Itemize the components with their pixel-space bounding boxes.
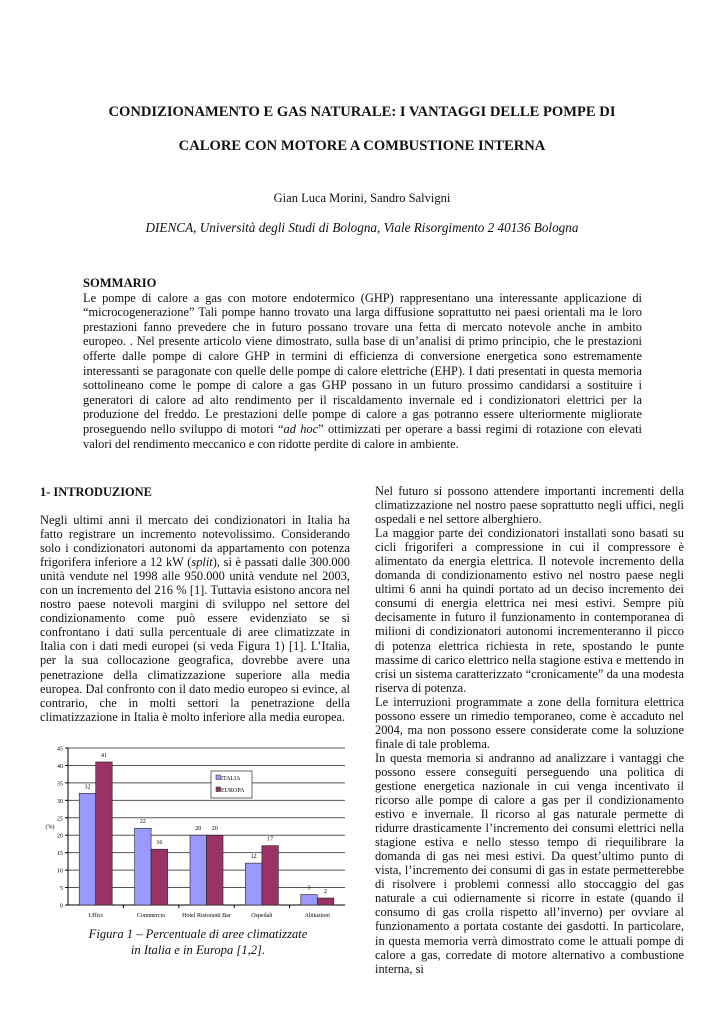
right-column xyxy=(375,484,684,976)
intro-text: ), si è passati dalle 300.000 unità vendute nel 1998 alle 950.000 unità vendute nel 2003, con un incremento del 216 % [1]. Tuttavia esistono ancora nel nostro paese notevoli margini di sviluppo nel settore del condizionamento come può essere evidenziato se si confrontano i dati sulla percentuale di aree climatizzate in Italia con i dati medi europei (si veda Figura 1) [1]. L’Italia, per la sua collocazione geografica, dovrebbe avere una penetrazione della climatizzazione superiore alla media europea. Dal confronto con il dato medio europeo si evince, al contrario, che in molti settori la penetrazione della climatizzazione in Italia è molto inferiore alla media europea. xyxy=(40,555,350,724)
figure-caption xyxy=(40,926,356,958)
data-label: 41 xyxy=(100,752,107,759)
y-tick-label: 10 xyxy=(57,868,63,875)
abstract-italic: ad hoc xyxy=(283,421,319,436)
data-label: 32 xyxy=(84,784,91,791)
x-tick-label: Uffici xyxy=(88,913,103,919)
data-label: 12 xyxy=(250,854,257,861)
legend-swatch-europa xyxy=(216,787,221,792)
paragraph: La maggior parte dei condizionatori installati sono basati su cicli frigoriferi a compressione in cui il compressore è alimentato da energia elettrica. Il notevole incremento della domanda di condizionamento estivo nel nostro paese negli ultimi 6 anni ha quindi portato ad un deciso incremento dei consumi di energia elettrica nei mesi estivi. Sempre più decisamente in futuro il funzionamento in contemporanea di milioni di condizionatori autonomi incrementeranno il picco di potenza elettrica richiesta in rete, spostando le punte massime di carico elettrico nella stagione estiva e mettendo in crisi un sistema caratterizzato “cronicamente” da una modesta riserva di potenza. xyxy=(375,526,684,695)
y-tick-label: 0 xyxy=(60,903,63,910)
x-tick-label: Abitazioni xyxy=(304,913,330,919)
y-tick-label: 45 xyxy=(57,746,63,753)
bar-europa xyxy=(317,898,334,905)
abstract-heading: SOMMARIO xyxy=(83,276,157,290)
intro-paragraph xyxy=(40,513,350,724)
data-label: 2 xyxy=(324,889,328,896)
caption-line: Figura 1 – Percentuale di aree climatizzate xyxy=(88,927,308,941)
y-tick-label: 30 xyxy=(57,798,63,805)
y-tick-label: 35 xyxy=(57,781,63,788)
abstract-text xyxy=(83,291,642,452)
paragraph: Le interruzioni programmate a zone della fornitura elettrica possono essere un rimedio temporaneo, come è accaduto nel 2004, ma non possono essere considerate come la soluzione finale di tale problema. xyxy=(375,694,684,751)
x-tick-label: Commercio xyxy=(136,913,166,919)
bar-europa xyxy=(151,849,168,905)
y-axis-label: (%) xyxy=(45,824,55,831)
paragraph: In questa memoria si andranno ad analizzare i vantaggi che possono essere conseguiti perseguendo una politica di gestione energetica nazionale in cui venga incentivato il ricorso alle pompe di calore a gas per il condizionamento estivo e invernale. Il ricorso al gas naturale permette di ridurre drasticamente l’incremento dei consumi elettrici nella stagione estiva e nello stesso tempo di riequilibrare la domanda di gas nei mesi estivi. Da quest’ultimo punto di vista, l’incremento dei consumi di gas in estate permetterebbe di risolvere i problemi connessi allo stoccaggio del gas naturale a cui odiernamente si ricorre in estate (quando il consumo di gas crolla rispetto all’inverno) per ovviare al funzionamento a portata costante dei gasdotti. In particolare, in questa memoria verrà dimostrato come le attuali pompe di calore a gas, corredate di motore alternativo a combustione interna, si xyxy=(375,750,684,976)
affiliation: DIENCA, Università degli Studi di Bologna, Viale Risorgimento 2 40136 Bologna xyxy=(145,220,579,235)
intro-text: Negli ultimi anni il mercato dei condizionatori in Italia ha fatto registrare un incremento notevolissimo. Considerando solo i condizionatori autonomi da appartamento con potenza frigorifera inferiore a 12 kW ( xyxy=(40,513,350,570)
data-label: 22 xyxy=(139,819,146,826)
y-tick-label: 15 xyxy=(57,851,63,858)
figure-1-bar-chart xyxy=(30,740,370,925)
x-tick-label: Hotel Ristoranti Bar xyxy=(182,913,231,919)
data-label: 3 xyxy=(307,885,311,892)
data-label: 17 xyxy=(267,836,274,843)
bar-italia xyxy=(301,895,318,905)
legend-label: EUROPA xyxy=(221,788,245,794)
data-label: 20 xyxy=(195,826,202,833)
abstract xyxy=(83,276,642,451)
y-tick-label: 5 xyxy=(60,886,63,893)
legend-swatch-italia xyxy=(216,775,221,780)
intro-italic: split xyxy=(191,555,213,570)
y-tick-label: 40 xyxy=(57,763,63,770)
section-heading-introduzione: 1- INTRODUZIONE xyxy=(40,485,152,499)
data-label: 20 xyxy=(211,826,218,833)
authors: Gian Luca Morini, Sandro Salvigni xyxy=(273,191,451,205)
paragraph: Nel futuro si possono attendere importanti incrementi della climatizzazione nel nostro paese soprattutto negli uffici, negli ospedali e nel settore alberghiero. xyxy=(375,484,684,527)
bar-italia xyxy=(135,828,152,905)
y-tick-label: 20 xyxy=(57,833,63,840)
bar-europa xyxy=(262,846,279,905)
abstract-text-part: ” ottimizzati per operare a bassi regimi di rotazione con elevati valori del rendimento meccanico e con ridotte perdite di calore in ambiente. xyxy=(83,421,642,451)
paper-title-line-1: CONDIZIONAMENTO E GAS NATURALE: I VANTAGGI DELLE POMPE DI xyxy=(108,104,616,120)
paper-title-line-2: CALORE CON MOTORE A COMBUSTIONE INTERNA xyxy=(178,138,546,154)
abstract-text-part: Le pompe di calore a gas con motore endotermico (GHP) rappresentano una interessante applicazione di “microcogenerazione” Tali pompe hanno trovato una larga diffusione soprattutto nei paesi orientali ma le loro prestazioni fanno prevedere che in futuro possano trovare una fetta di mercato notevole anche in ambito europeo. . Nel presente articolo viene dimostrato, sulla base di un’analisi di primo principio, che le prestazioni offerte dalle pompe di calore GHP in termini di efficienza di conversione energetica sono estremamente interessanti se paragonate con quelle delle pompe di calore elettriche (EHP). I dati presentati in questa memoria sottolineano come le pompe di calore a gas GHP possano in un futuro prossimo candidarsi a sostituire i generatori di calore ad alto rendimento per il riscaldamento invernale ed i condizionatori elettrici per la produzione del freddo. Le prestazioni delle pompe di calore a gas potranno essere ulteriormente migliorate proseguendo nello sviluppo di motori “ xyxy=(83,290,642,436)
bar-italia xyxy=(79,793,96,905)
bar-italia xyxy=(190,835,207,905)
bar-italia xyxy=(245,863,262,905)
bar-europa xyxy=(96,762,113,905)
legend-label: ITALIA xyxy=(221,776,241,782)
x-tick-label: Ospedali xyxy=(251,913,273,919)
caption-line: in Italia e in Europa [1,2]. xyxy=(130,943,266,957)
data-label: 16 xyxy=(156,840,163,847)
bar-europa xyxy=(207,835,224,905)
y-tick-label: 25 xyxy=(57,816,63,823)
